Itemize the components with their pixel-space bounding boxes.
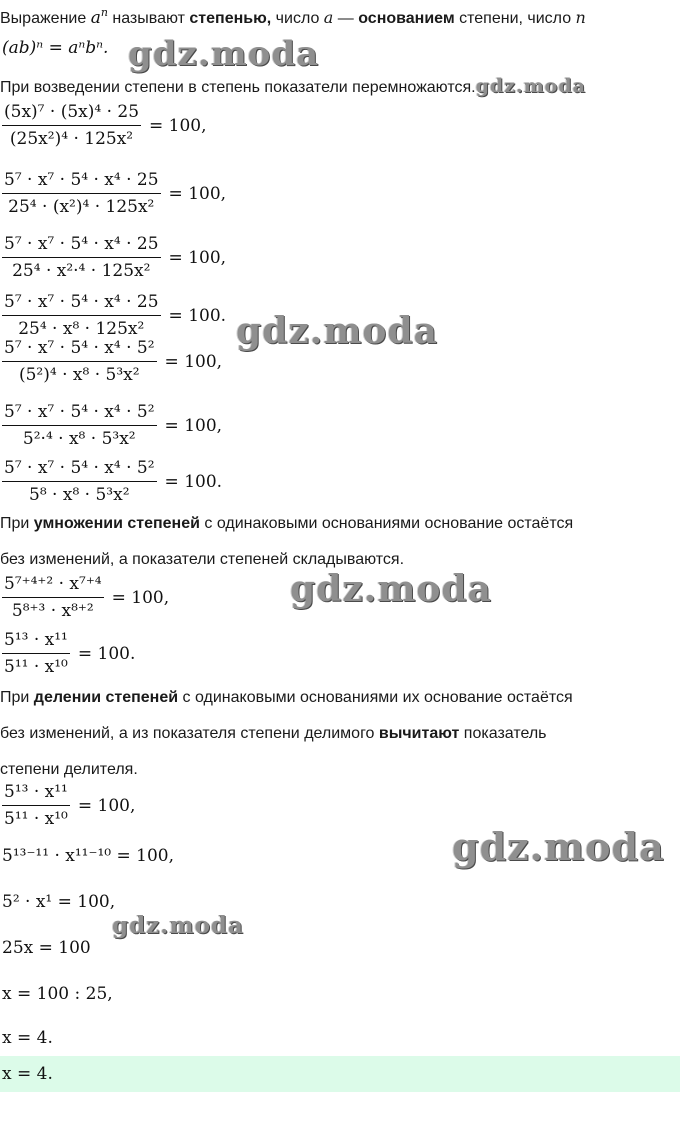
fraction-step-9: [2, 630, 135, 677]
numerator: 5⁷ · x⁷ · 5⁴ · x⁴ · 5²: [4, 402, 155, 422]
term-division: делении степеней: [33, 689, 179, 706]
rhs: = 100,: [168, 183, 227, 204]
definition-line: [0, 8, 586, 29]
rhs: = 100,: [111, 587, 170, 608]
fraction-step-10: [2, 782, 135, 829]
final-step-2: 5² · x¹ = 100,: [2, 892, 116, 912]
watermark: gdz.moda: [236, 310, 438, 352]
final-step-5: x = 4.: [2, 1028, 53, 1048]
term-power: степенью,: [189, 10, 272, 27]
text: число: [271, 10, 324, 27]
text: При: [0, 689, 34, 706]
watermark: gdz.moda: [452, 824, 665, 869]
rhs: = 100.: [77, 643, 136, 664]
fraction-step-4: [2, 292, 226, 339]
numerator: 5⁷ · x⁷ · 5⁴ · x⁴ · 5²: [4, 338, 155, 358]
watermark: gdz.moda: [128, 34, 320, 74]
rule-multiplication-line2: без изменений, а показатели степеней складываются.: [0, 551, 405, 568]
rule-multiplication: [0, 514, 573, 534]
watermark: gdz.moda: [475, 75, 586, 97]
rule-division: [0, 688, 573, 708]
rhs: = 100.: [164, 471, 223, 492]
numerator: 5¹³ · x¹¹: [4, 630, 68, 650]
fraction-step-5: [2, 338, 222, 385]
numerator: 5⁷⁺⁴⁺² · x⁷⁺⁴: [4, 574, 102, 594]
rhs: = 100,: [77, 795, 136, 816]
var-a2: a: [323, 8, 334, 27]
fraction-step-1: [2, 102, 207, 149]
denominator: 5⁸⁺³ · x⁸⁺²: [2, 597, 104, 621]
rhs: = 100,: [164, 415, 223, 436]
text: показатель: [459, 725, 547, 742]
denominator: 25⁴ · x⁸ · 125x²: [2, 315, 161, 339]
denominator: (25x²)⁴ · 125x²: [2, 125, 141, 149]
answer-highlight: [0, 1056, 680, 1092]
text: —: [333, 10, 359, 27]
text: При: [0, 515, 34, 532]
var-n: n: [100, 6, 108, 19]
text: без изменений, а из показателя степени делимого: [0, 725, 379, 742]
final-step-4: x = 100 : 25,: [2, 984, 113, 1004]
text: Выражение: [0, 10, 91, 27]
fraction-step-7: [2, 458, 222, 505]
fraction-step-6: [2, 402, 222, 449]
fraction-step-3: [2, 234, 226, 281]
numerator: 5⁷ · x⁷ · 5⁴ · x⁴ · 5²: [4, 458, 155, 478]
rhs: = 100.: [168, 305, 227, 326]
denominator: 5²·⁴ · x⁸ · 5³x²: [2, 425, 157, 449]
power-formula: (ab)ⁿ = aⁿbⁿ.: [2, 38, 109, 58]
denominator: 25⁴ · (x²)⁴ · 125x²: [2, 193, 161, 217]
text: с одинаковыми основаниями основание остаётся: [199, 515, 574, 532]
numerator: (5x)⁷ · (5x)⁴ · 25: [4, 102, 140, 122]
rhs: = 100,: [168, 247, 227, 268]
var-a: a: [90, 8, 101, 28]
rhs: = 100,: [164, 351, 223, 372]
denominator: 5¹¹ · x¹⁰: [2, 805, 70, 829]
text: называют: [107, 10, 190, 27]
var-n2: n: [575, 8, 586, 27]
watermark: gdz.moda: [290, 568, 492, 610]
rule-text: При возведении степени в степень показатели перемножаются.: [0, 79, 476, 96]
denominator: 25⁴ · x²·⁴ · 125x²: [2, 257, 161, 281]
numerator: 5⁷ · x⁷ · 5⁴ · x⁴ · 25: [4, 170, 159, 190]
final-step-1: 5¹³⁻¹¹ · x¹¹⁻¹⁰ = 100,: [2, 846, 174, 866]
text: с одинаковыми основаниями их основание остаётся: [178, 689, 573, 706]
term-base: основанием: [358, 10, 455, 27]
rule-division-line3: степени делителя.: [0, 761, 138, 778]
answer: x = 4.: [2, 1064, 53, 1084]
rule-power-of-power: [0, 76, 586, 98]
rule-division-line2: [0, 724, 547, 744]
watermark: gdz.moda: [112, 912, 244, 939]
fraction-step-2: [2, 170, 226, 217]
denominator: 5¹¹ · x¹⁰: [2, 653, 70, 677]
rhs: = 100,: [149, 115, 207, 136]
numerator: 5⁷ · x⁷ · 5⁴ · x⁴ · 25: [4, 292, 159, 312]
final-step-3: 25x = 100: [2, 938, 91, 958]
term-subtract: вычитают: [378, 725, 460, 742]
denominator: (5²)⁴ · x⁸ · 5³x²: [2, 361, 157, 385]
text: степени, число: [454, 10, 576, 27]
numerator: 5⁷ · x⁷ · 5⁴ · x⁴ · 25: [4, 234, 159, 254]
term-multiplication: умножении степеней: [33, 515, 200, 532]
numerator: 5¹³ · x¹¹: [4, 782, 68, 802]
fraction-step-8: [2, 574, 169, 621]
denominator: 5⁸ · x⁸ · 5³x²: [2, 481, 157, 505]
